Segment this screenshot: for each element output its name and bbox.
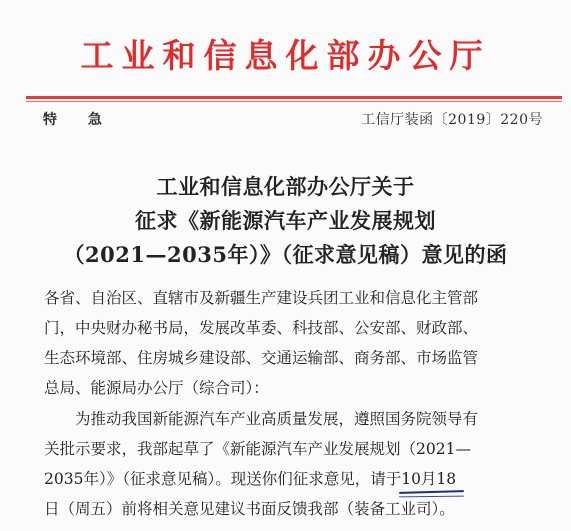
title-line-3: （2021—2035年）》（征求意见稿）意见的函 [63, 242, 508, 267]
request-paragraph [44, 404, 534, 524]
request-line: 日（周五）前将相关意见建议书面反馈我部（装备工业司）。 [44, 500, 455, 518]
document-meta-row [43, 109, 543, 131]
deadline-date-text: 10月18 [401, 470, 457, 488]
urgency-label: 特 急 [43, 112, 115, 128]
title-line-2: 征求《新能源汽车产业发展规划 [135, 208, 436, 233]
request-line [44, 464, 534, 494]
letterhead-red-rule-thin [26, 101, 562, 102]
request-line: 为推动我国新能源汽车产业高质量发展，遵照国务院领导有 [75, 410, 479, 428]
request-line-text: 2035年）》（征求意见稿）。现送你们征求意见，请于 [44, 470, 402, 488]
title-line-1: 工业和信息化部办公厅关于 [156, 174, 415, 199]
recipients-paragraph [44, 283, 534, 403]
deadline-highlight [401, 464, 456, 494]
recipients-line: 生态环境部、住房城乡建设部、交通运输部、商务部、市场监管 [44, 349, 479, 367]
recipients-line: 总局、能源局办公厅（综合司）： [44, 379, 269, 397]
letterhead-org-name: 工业和信息化部办公厅 [80, 36, 491, 75]
document-number: 工信厅装函〔2019〕220号 [361, 112, 543, 128]
recipients-line: 各省、自治区、直辖市及新疆生产建设兵团工业和信息化主管部 [44, 289, 479, 307]
request-line: 关批示要求，我部起草了《新能源汽车产业发展规划（2021— [44, 440, 471, 458]
recipients-line: 门，中央财办秘书局，发展改革委、科技部、公安部、财政部、 [44, 319, 479, 337]
handwritten-underline [399, 490, 464, 493]
letterhead-red-rule [26, 96, 562, 99]
